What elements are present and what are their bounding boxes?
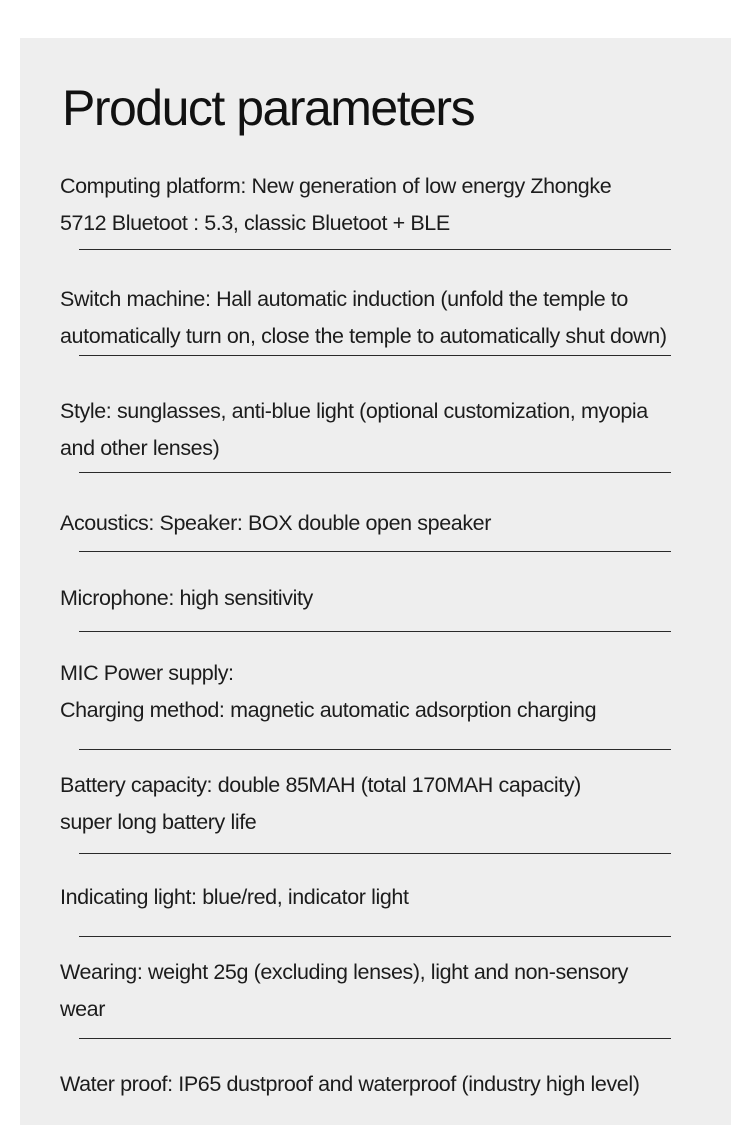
divider — [79, 853, 671, 854]
param-line: 5712 Bluetoot : 5.3, classic Bluetoot + BLE — [60, 211, 450, 235]
param-line: Water proof: IP65 dustproof and waterproof (industry high level) — [60, 1072, 640, 1096]
divider — [79, 551, 671, 552]
param-switch-machine — [60, 281, 720, 355]
divider — [79, 631, 671, 632]
param-line: wear — [60, 997, 106, 1021]
divider — [79, 1038, 671, 1039]
divider — [79, 355, 671, 356]
param-line: Battery capacity: double 85MAH (total 170MAH capacity) — [60, 773, 581, 797]
divider — [79, 472, 671, 473]
param-water-proof — [60, 1066, 720, 1103]
param-microphone — [60, 580, 720, 617]
divider — [79, 749, 671, 750]
param-line: Style: sunglasses, anti-blue light (optional customization, myopia — [60, 399, 648, 423]
param-computing-platform — [60, 168, 720, 242]
param-acoustics — [60, 505, 720, 542]
divider — [79, 249, 671, 250]
param-line: Acoustics: Speaker: BOX double open speaker — [60, 511, 491, 535]
param-line: Charging method: magnetic automatic adsorption charging — [60, 698, 597, 722]
param-style — [60, 393, 720, 467]
param-battery-capacity — [60, 767, 720, 841]
param-indicating-light — [60, 879, 720, 916]
param-line: super long battery life — [60, 810, 257, 834]
param-line: Switch machine: Hall automatic induction (unfold the temple to — [60, 287, 628, 311]
param-wearing — [60, 954, 720, 1028]
param-line: Indicating light: blue/red, indicator light — [60, 885, 409, 909]
param-line: automatically turn on, close the temple to automatically shut down) — [60, 324, 667, 348]
param-line: and other lenses) — [60, 436, 220, 460]
param-line: Computing platform: New generation of low energy Zhongke — [60, 174, 612, 198]
param-power-supply — [60, 655, 720, 729]
param-line: Microphone: high sensitivity — [60, 586, 313, 610]
param-line: MIC Power supply: — [60, 661, 234, 685]
param-line: Wearing: weight 25g (excluding lenses), light and non-sensory — [60, 960, 628, 984]
page-title: Product parameters — [62, 80, 475, 136]
divider — [79, 936, 671, 937]
